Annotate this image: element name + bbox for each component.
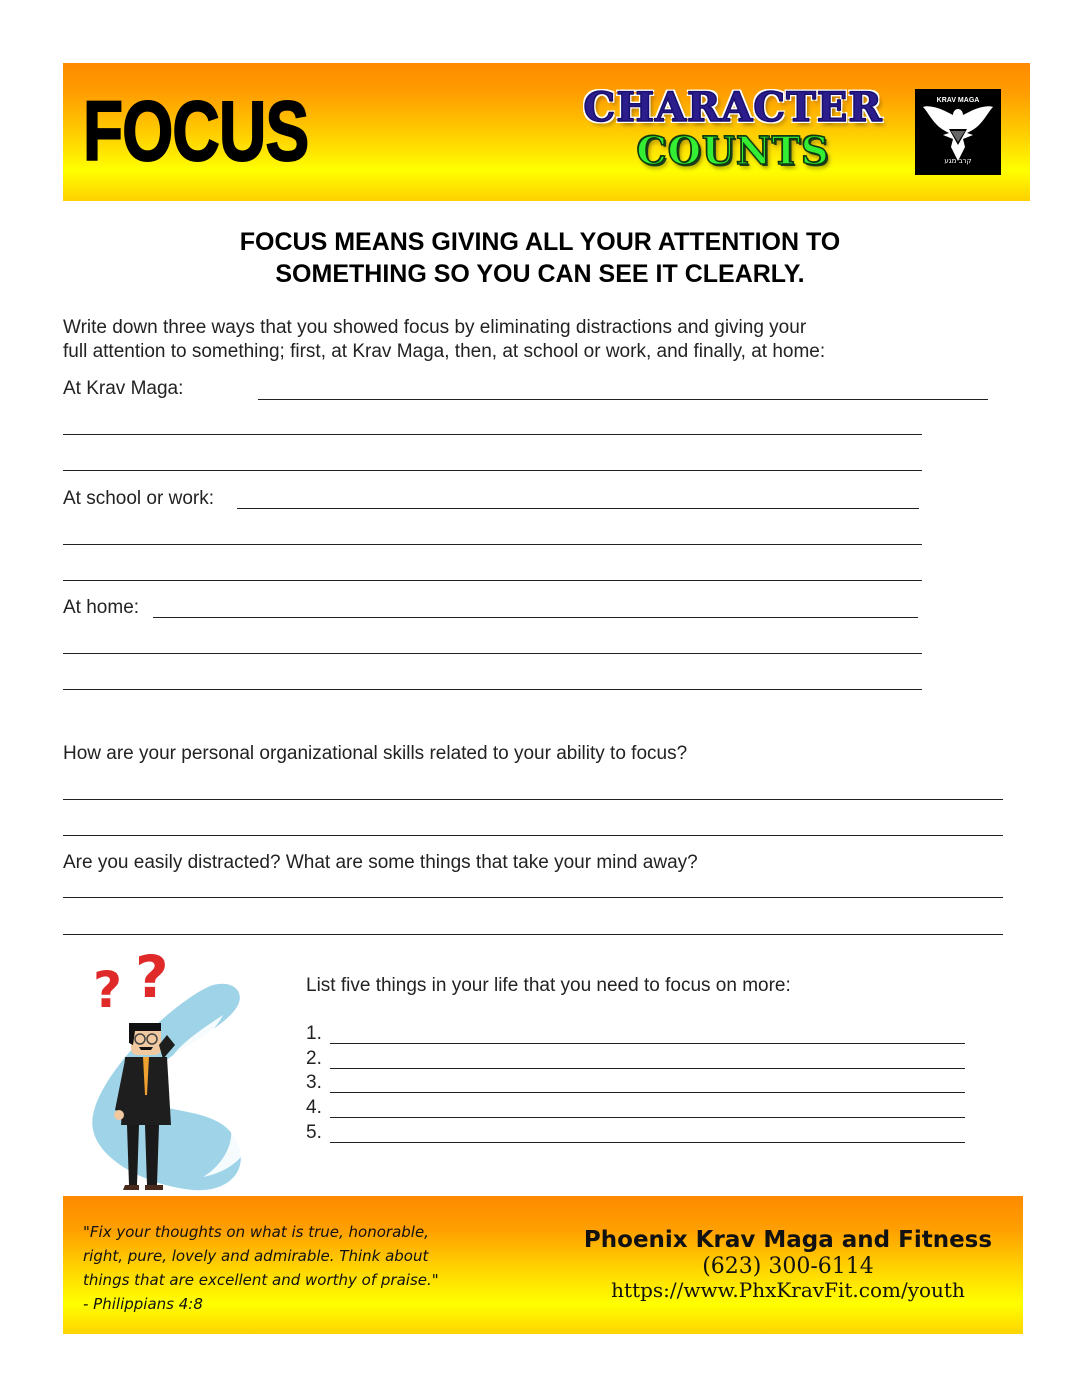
list-number-1: 1.	[306, 1023, 322, 1044]
question-distracted: Are you easily distracted? What are some things that take your mind away?	[63, 852, 698, 873]
answer-line-krav-maga-2[interactable]	[63, 434, 922, 435]
answer-line-school-3[interactable]	[63, 580, 922, 581]
brand-top-text: CHARACTER	[583, 84, 883, 131]
answer-line-q1-1[interactable]	[63, 799, 1003, 800]
logo-hebrew-text: קרב מגע	[944, 157, 972, 165]
answer-line-home-3[interactable]	[63, 689, 922, 690]
section-label-krav-maga: At Krav Maga:	[63, 378, 184, 399]
answer-line-q1-2[interactable]	[63, 835, 1003, 836]
answer-line-school-2[interactable]	[63, 544, 922, 545]
answer-line-school-1[interactable]	[237, 508, 919, 509]
svg-text:?: ?	[93, 961, 123, 1019]
bible-quote	[83, 1220, 483, 1316]
section-label-home: At home:	[63, 597, 140, 618]
organization-phone[interactable]: (623) 300-6114	[702, 1254, 874, 1279]
answer-line-krav-maga-3[interactable]	[63, 470, 922, 471]
list-number-5: 5.	[306, 1122, 322, 1143]
quote-source: - Philippians 4:8	[83, 1295, 203, 1313]
answer-line-q2-2[interactable]	[63, 934, 1003, 935]
krav-maga-logo	[915, 89, 1001, 175]
answer-line-q2-1[interactable]	[63, 897, 1003, 898]
headline-line-2: SOMETHING SO YOU CAN SEE IT CLEARLY.	[275, 260, 805, 288]
quote-line-2: right, pure, lovely and admirable. Think about	[83, 1247, 429, 1265]
list-answer-line-4[interactable]	[330, 1117, 965, 1118]
page-title: FOCUS	[83, 84, 309, 178]
confused-man-icon	[63, 945, 258, 1195]
intro-text	[63, 316, 963, 364]
section-label-school-work: At school or work:	[63, 488, 214, 509]
organization-name: Phoenix Krav Maga and Fitness	[583, 1227, 993, 1253]
logo-text: KRAV MAGA	[936, 97, 980, 104]
list-number-3: 3.	[306, 1072, 322, 1093]
list-prompt: List five things in your life that you need to focus on more:	[306, 975, 791, 996]
answer-line-krav-maga-1[interactable]	[258, 399, 988, 400]
svg-text:?: ?	[135, 945, 169, 1011]
headline-line-1: FOCUS MEANS GIVING ALL YOUR ATTENTION TO	[239, 228, 841, 256]
list-answer-line-5[interactable]	[330, 1142, 965, 1143]
list-answer-line-3[interactable]	[330, 1092, 965, 1093]
list-answer-line-1[interactable]	[330, 1043, 965, 1044]
quote-line-1: "Fix your thoughts on what is true, honorable,	[83, 1223, 429, 1241]
confused-man-illustration	[63, 945, 258, 1195]
footer-banner	[63, 1196, 1023, 1334]
organization-url-link[interactable]: https://www.PhxKravFit.com/youth	[611, 1278, 965, 1302]
quote-line-3: things that are excellent and worthy of praise."	[83, 1271, 439, 1289]
intro-line-2: full attention to something; first, at Krav Maga, then, at school or work, and finally, at home:	[63, 341, 826, 362]
list-number-4: 4.	[306, 1097, 322, 1118]
character-counts-logo	[563, 85, 903, 185]
intro-line-1: Write down three ways that you showed focus by eliminating distractions and giving your	[63, 317, 807, 338]
answer-line-home-1[interactable]	[153, 617, 918, 618]
answer-line-home-2[interactable]	[63, 653, 922, 654]
headline	[63, 226, 1017, 290]
question-organization: How are your personal organizational skills related to your ability to focus?	[63, 743, 688, 764]
header-banner	[63, 63, 1030, 201]
list-answer-line-2[interactable]	[330, 1068, 965, 1069]
brand-bottom-text: COUNTS	[636, 128, 830, 173]
list-number-2: 2.	[306, 1048, 322, 1069]
